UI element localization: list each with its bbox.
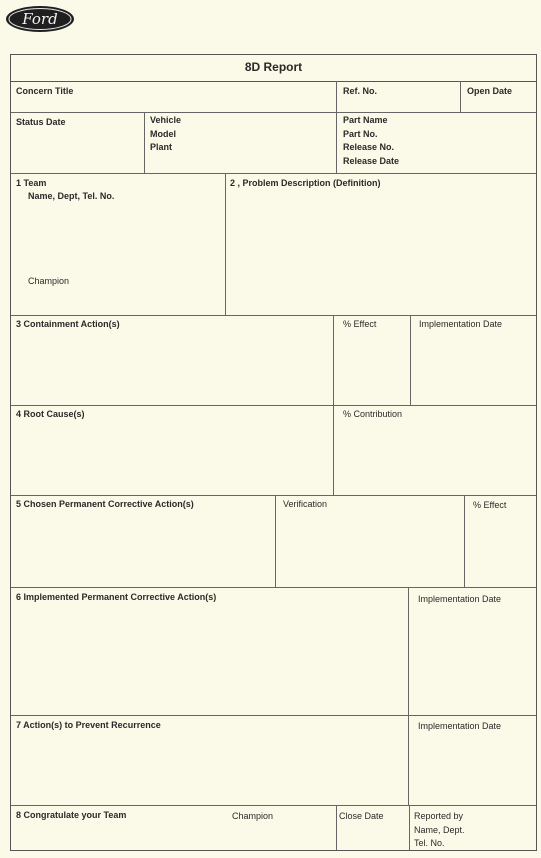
close-date-label: Close Date bbox=[339, 811, 384, 821]
chosen-row bbox=[11, 495, 536, 588]
form-title: 8D Report bbox=[11, 55, 536, 82]
containment-field[interactable] bbox=[11, 315, 333, 405]
8d-report-form bbox=[10, 54, 537, 851]
model-label: Model bbox=[150, 128, 176, 139]
open-date-label: Open Date bbox=[467, 86, 513, 96]
prevent-impl-date-field[interactable] bbox=[408, 715, 536, 805]
chosen-action-field[interactable] bbox=[11, 495, 275, 587]
contribution-label: % Contribution bbox=[343, 409, 403, 419]
ref-no-field[interactable] bbox=[336, 81, 460, 112]
team-sub-label: Name, Dept, Tel. No. bbox=[28, 191, 115, 201]
congratulate-label: 8 Congratulate your Team bbox=[16, 810, 127, 820]
concern-title-label: Concern Title bbox=[16, 86, 74, 96]
congratulate-champion-label: Champion bbox=[232, 811, 274, 821]
containment-impl-date-field[interactable] bbox=[410, 315, 536, 405]
team-label: 1 Team bbox=[16, 178, 47, 188]
ref-no-label: Ref. No. bbox=[343, 86, 378, 96]
chosen-effect-label: % Effect bbox=[473, 500, 507, 510]
containment-effect-field[interactable] bbox=[333, 315, 410, 405]
implemented-row bbox=[11, 587, 536, 716]
part-labels bbox=[343, 114, 399, 168]
concern-title-field[interactable] bbox=[11, 81, 336, 112]
reported-by-label: Reported by bbox=[414, 811, 464, 821]
root-cause-label: 4 Root Cause(s) bbox=[16, 409, 85, 419]
vehicle-field[interactable] bbox=[144, 112, 336, 173]
contribution-field[interactable] bbox=[333, 405, 536, 495]
verification-field[interactable] bbox=[275, 495, 464, 587]
prevent-impl-date-label: Implementation Date bbox=[418, 721, 502, 731]
part-name-label: Part Name bbox=[343, 115, 388, 125]
containment-effect-label: % Effect bbox=[343, 319, 377, 329]
svg-text:Ford: Ford bbox=[22, 10, 58, 28]
prevent-row bbox=[11, 715, 536, 806]
root-cause-row bbox=[11, 405, 536, 496]
team-field[interactable] bbox=[11, 173, 225, 315]
open-date-field[interactable] bbox=[460, 81, 536, 112]
verification-label: Verification bbox=[283, 499, 328, 509]
reported-by-tel-label: Tel. No. bbox=[414, 838, 445, 848]
containment-label: 3 Containment Action(s) bbox=[16, 319, 120, 329]
team-champion-label: Champion bbox=[28, 276, 70, 286]
close-date-field[interactable] bbox=[336, 805, 409, 850]
containment-impl-date-label: Implementation Date bbox=[419, 319, 503, 329]
part-no-label: Part No. bbox=[343, 128, 378, 139]
implemented-impl-date-field[interactable] bbox=[408, 587, 536, 715]
implemented-impl-date-label: Implementation Date bbox=[418, 594, 502, 604]
status-date-label: Status Date bbox=[16, 117, 66, 127]
plant-label: Plant bbox=[150, 142, 173, 152]
status-date-field[interactable] bbox=[11, 112, 144, 173]
chosen-effect-field[interactable] bbox=[464, 495, 536, 587]
concern-row bbox=[11, 81, 536, 113]
vehicle-label: Vehicle bbox=[150, 115, 182, 125]
congratulate-row bbox=[11, 805, 536, 850]
prevent-action-label: 7 Action(s) to Prevent Recurrence bbox=[16, 720, 161, 730]
team-problem-row bbox=[11, 173, 536, 316]
problem-description-field[interactable] bbox=[225, 173, 536, 315]
release-no-label: Release No. bbox=[343, 142, 395, 152]
congratulate-field[interactable] bbox=[11, 805, 336, 850]
implemented-action-label: 6 Implemented Permanent Corrective Action(s) bbox=[16, 592, 217, 602]
reported-by-labels bbox=[414, 810, 465, 851]
reported-by-dept-label: Name, Dept. bbox=[414, 824, 465, 835]
part-field[interactable] bbox=[336, 112, 536, 173]
problem-description-label: 2 , Problem Description (Definition) bbox=[230, 178, 381, 188]
status-row bbox=[11, 112, 536, 174]
containment-row bbox=[11, 315, 536, 406]
ford-logo bbox=[4, 4, 76, 34]
root-cause-field[interactable] bbox=[11, 405, 333, 495]
implemented-action-field[interactable] bbox=[11, 587, 408, 715]
prevent-action-field[interactable] bbox=[11, 715, 408, 805]
reported-by-field[interactable] bbox=[409, 805, 536, 850]
release-date-label: Release Date bbox=[343, 155, 400, 166]
chosen-action-label: 5 Chosen Permanent Corrective Action(s) bbox=[16, 499, 194, 509]
vehicle-labels bbox=[150, 114, 181, 155]
